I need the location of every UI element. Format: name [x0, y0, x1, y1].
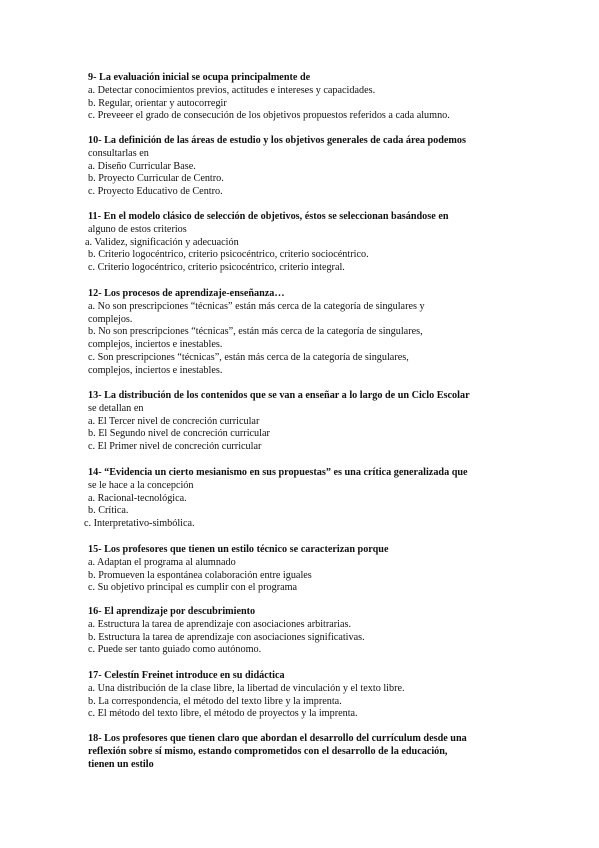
option-a: a. Detectar conocimientos previos, actitudes e intereses y capacidades. [88, 84, 376, 96]
option-b: b. La correspondencia, el método del texto libre y la imprenta. [88, 695, 342, 707]
question-title: 16- El aprendizaje por descubrimiento [88, 606, 256, 617]
question-title-line-3: tienen un estilo [88, 758, 154, 770]
question-title: 11- En el modelo clásico de selección de objetivos, éstos se seleccionan basándose en [88, 211, 449, 222]
question-18 [88, 733, 508, 771]
option-b: b. Estructura la tarea de aprendizaje con asociaciones significativas. [88, 631, 365, 643]
question-title: 17- Celestín Freinet introduce en su didáctica [88, 670, 285, 681]
option-c-cont: complejos, inciertos e inestables. [88, 364, 223, 376]
option-a: a. Adaptan el programa al alumnado [88, 556, 236, 568]
option-c: c. Su objetivo principal es cumplir con el programa [88, 582, 298, 594]
option-a: a. Estructura la tarea de aprendizaje con asociaciones arbitrarias. [88, 618, 352, 630]
question-title-cont: alguno de estos criterios [88, 223, 187, 235]
option-b: b. No son prescripciones “técnicas”, están más cerca de la categoría de singulares, [88, 326, 423, 338]
option-b: b. Promueven la espontánea colaboración entre iguales [88, 569, 312, 581]
option-c: c. Interpretativo-simbólica. [84, 518, 195, 530]
option-b-cont: complejos, inciertos e inestables. [88, 339, 223, 351]
option-a: a. Racional-tecnológica. [88, 492, 187, 504]
question-title-cont: se le hace a la concepción [88, 479, 194, 491]
question-title: 14- “Evidencia un cierto mesianismo en sus propuestas” es una crítica generalizada que [88, 467, 468, 478]
option-a-cont: complejos. [88, 313, 133, 325]
question-title: 18- Los profesores que tienen claro que abordan el desarrollo del currículum desde una [88, 733, 467, 744]
option-c: c. Son prescripciones “técnicas”, están más cerca de la categoría de singulares, [88, 351, 409, 363]
option-c: c. El método del texto libre, el método de proyectos y la imprenta. [88, 708, 358, 720]
question-17 [88, 670, 508, 721]
option-a: a. Una distribución de la clase libre, la libertad de vinculación y el texto libre. [88, 682, 405, 694]
question-13 [88, 390, 508, 454]
question-title: 12- Los procesos de aprendizaje-enseñanza… [88, 288, 285, 299]
question-title-line-2: reflexión sobre sí mismo, estando comprometidos con el desarrollo de la educación, [88, 745, 448, 757]
option-c: c. Puede ser tanto guiado como autónomo. [88, 644, 262, 656]
question-14 [84, 467, 508, 531]
question-title-cont: se detallan en [88, 402, 144, 414]
question-10 [88, 135, 508, 199]
option-b: b. Crítica. [88, 505, 129, 517]
question-title: 15- Los profesores que tienen un estilo técnico se caracterizan porque [88, 544, 389, 555]
option-c: c. El Primer nivel de concreción curricular [88, 441, 262, 453]
question-15 [88, 544, 508, 595]
option-a: a. No son prescripciones “técnicas” están más cerca de la categoría de singulares y [88, 300, 425, 312]
option-a: a. Validez, significación y adecuación [85, 236, 239, 248]
option-c: c. Preveeer el grado de consecución de los objetivos propuestos referidos a cada alumno. [88, 110, 450, 122]
option-c: c. Proyecto Educativo de Centro. [88, 186, 223, 198]
option-a: a. El Tercer nivel de concreción curricular [88, 415, 260, 427]
option-b: b. Criterio logocéntrico, criterio psicocéntrico, criterio sociocéntrico. [88, 249, 369, 261]
question-11 [85, 211, 508, 275]
option-a: a. Diseño Curricular Base. [88, 160, 196, 172]
question-9 [88, 72, 508, 123]
question-title-cont: consultarlas en [88, 147, 149, 159]
question-title: 10- La definición de las áreas de estudio y los objetivos generales de cada área podemos [88, 135, 466, 146]
option-b: b. Regular, orientar y autocorregir [88, 97, 227, 109]
option-c: c. Criterio logocéntrico, criterio psicocéntrico, criterio integral. [88, 262, 345, 274]
question-title: 9- La evaluación inicial se ocupa principalmente de [88, 72, 311, 83]
question-12 [88, 288, 508, 378]
question-title: 13- La distribución de los contenidos que se van a enseñar a lo largo de un Ciclo Escolar [88, 390, 470, 401]
question-16 [88, 606, 508, 657]
option-b: b. El Segundo nivel de concreción curricular [88, 428, 270, 440]
option-b: b. Proyecto Curricular de Centro. [88, 173, 224, 185]
